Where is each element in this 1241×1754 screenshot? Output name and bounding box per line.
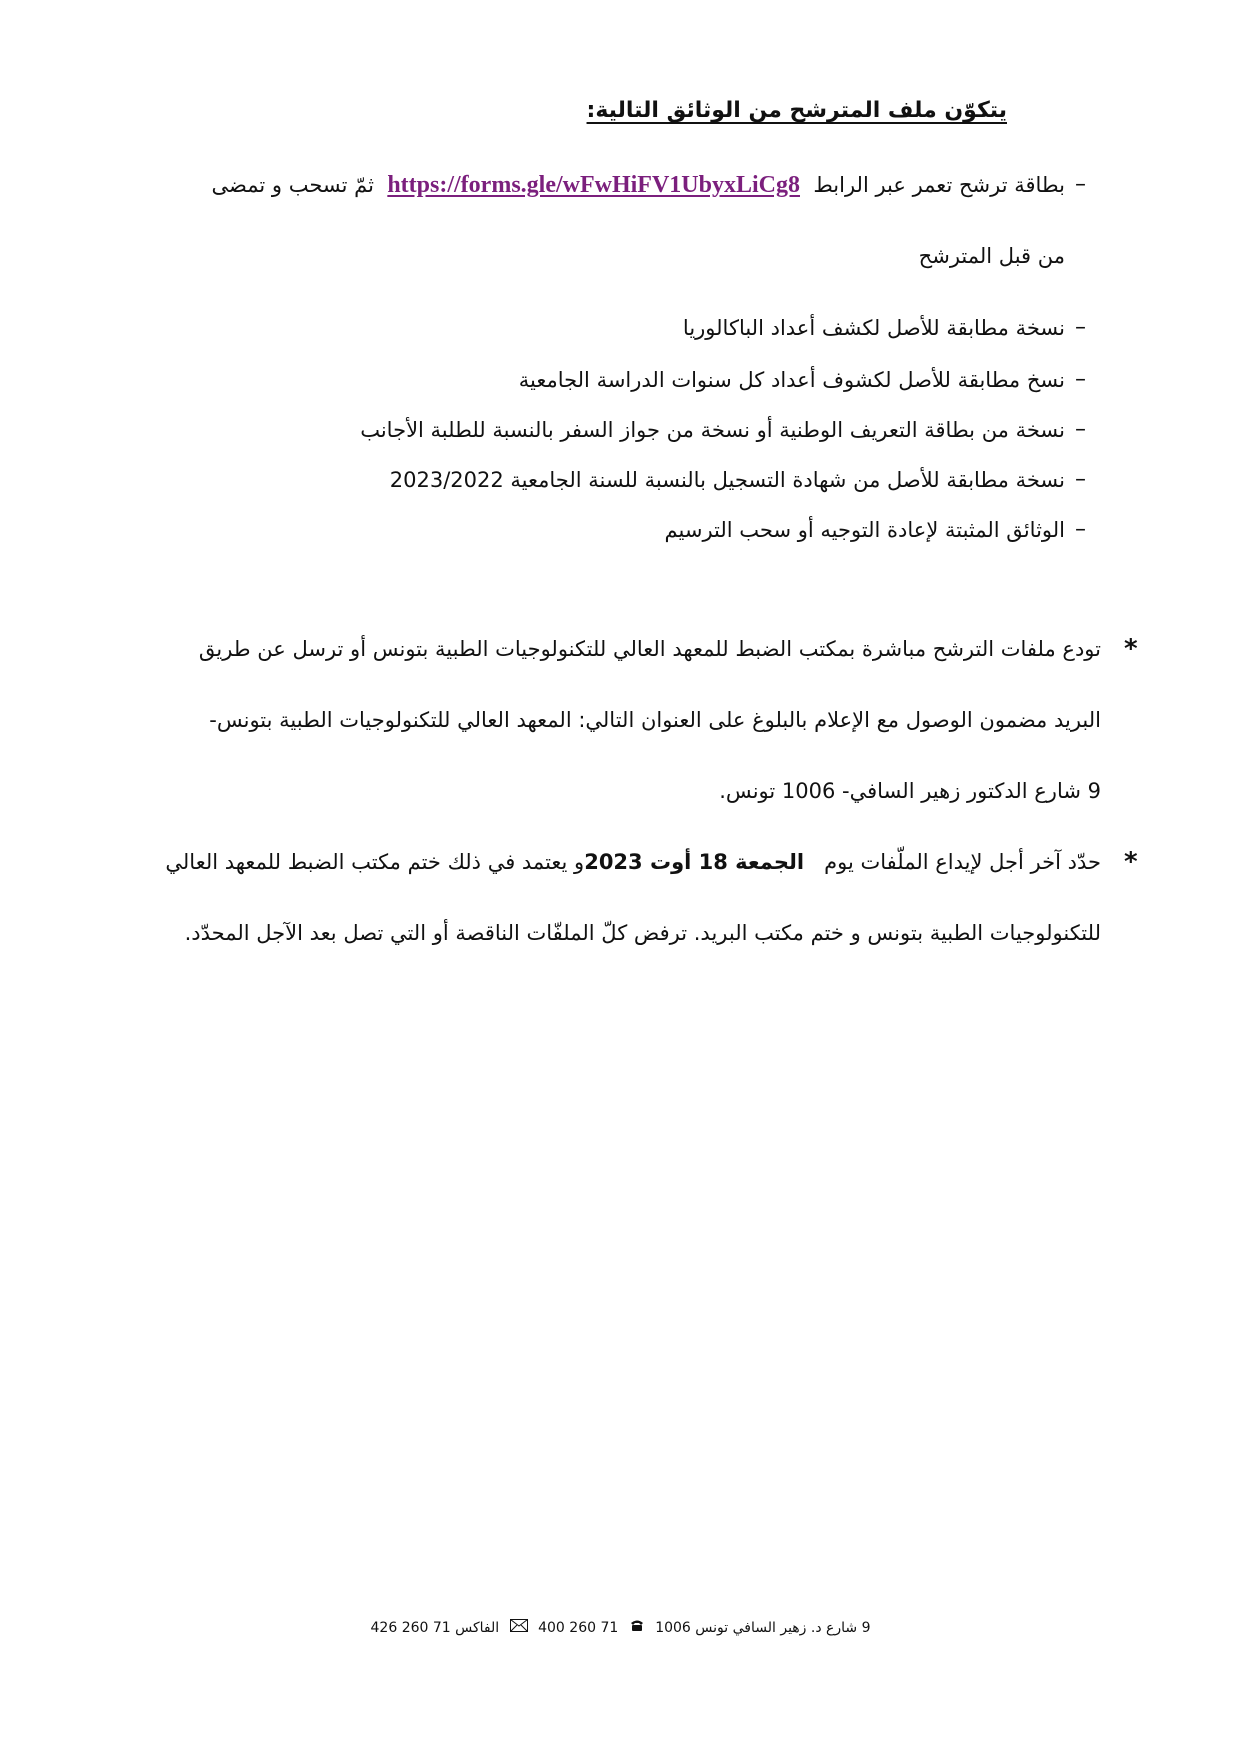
list-item: نسخ مطابقة للأصل لكشوف أعداد كل سنوات الدراسة الجامعية [518, 368, 1065, 392]
list-dash: – [1075, 172, 1086, 197]
list-dash: – [1075, 367, 1086, 392]
section-heading: يتكوّن ملف المترشح من الوثائق التالية: [586, 98, 1007, 123]
note-star: * [1124, 847, 1138, 877]
note-star: * [1124, 634, 1138, 664]
list-dash: – [1075, 417, 1086, 442]
list-item-text: ثمّ تسحب و تمضى [211, 173, 374, 197]
list-dash: – [1075, 467, 1086, 492]
note-line [165, 847, 1101, 877]
note-line: البريد مضمون الوصول مع الإعلام بالبلوغ على العنوان التالي: المعهد العالي للتكنولوجيات الطبية بتونس- [209, 708, 1101, 732]
deadline-rest: و يعتمد في ذلك ختم مكتب الضبط للمعهد العالي [165, 850, 585, 874]
list-dash: – [1075, 315, 1086, 340]
deadline-intro: حدّد آخر أجل لإيداع الملّفات يوم [824, 850, 1101, 874]
list-item-continuation: من قبل المترشح [918, 244, 1065, 268]
list-item [212, 170, 1065, 200]
footer-fax-label: الفاكس [455, 1620, 500, 1636]
registration-form-link[interactable]: https://forms.gle/wFwHiFV1UbyxLiCg8 [387, 172, 800, 198]
footer-fax: 71 260 426 [370, 1620, 451, 1636]
list-item-text: بطاقة ترشح تعمر عبر الرابط [813, 173, 1065, 197]
page-footer [0, 1618, 1241, 1638]
list-item: الوثائق المثبتة لإعادة التوجيه أو سحب الترسيم [664, 518, 1065, 542]
list-item: نسخة من بطاقة التعريف الوطنية أو نسخة من جواز السفر بالنسبة للطلبة الأجانب [360, 418, 1065, 442]
list-item: نسخة مطابقة للأصل من شهادة التسجيل بالنسبة للسنة الجامعية 2023/2022 [389, 468, 1065, 492]
phone-icon [629, 1618, 645, 1638]
footer-phone: 71 260 400 [538, 1620, 619, 1636]
deadline-date: الجمعة 18 أوت 2023 [584, 850, 805, 874]
footer-address: 9 شارع د. زهير السافي تونس 1006 [655, 1620, 871, 1636]
note-line: للتكنولوجيات الطبية بتونس و ختم مكتب البريد. ترفض كلّ الملفّات الناقصة أو التي تصل بعد الآجل المحدّد. [184, 921, 1101, 945]
envelope-icon [510, 1618, 528, 1638]
note-line: 9 شارع الدكتور زهير السافي- 1006 تونس. [719, 779, 1101, 803]
list-dash: – [1075, 517, 1086, 542]
list-item: نسخة مطابقة للأصل لكشف أعداد الباكالوريا [682, 316, 1065, 340]
note-line: تودع ملفات الترشح مباشرة بمكتب الضبط للمعهد العالي للتكنولوجيات الطبية بتونس أو ترسل عن طريق [198, 637, 1101, 661]
